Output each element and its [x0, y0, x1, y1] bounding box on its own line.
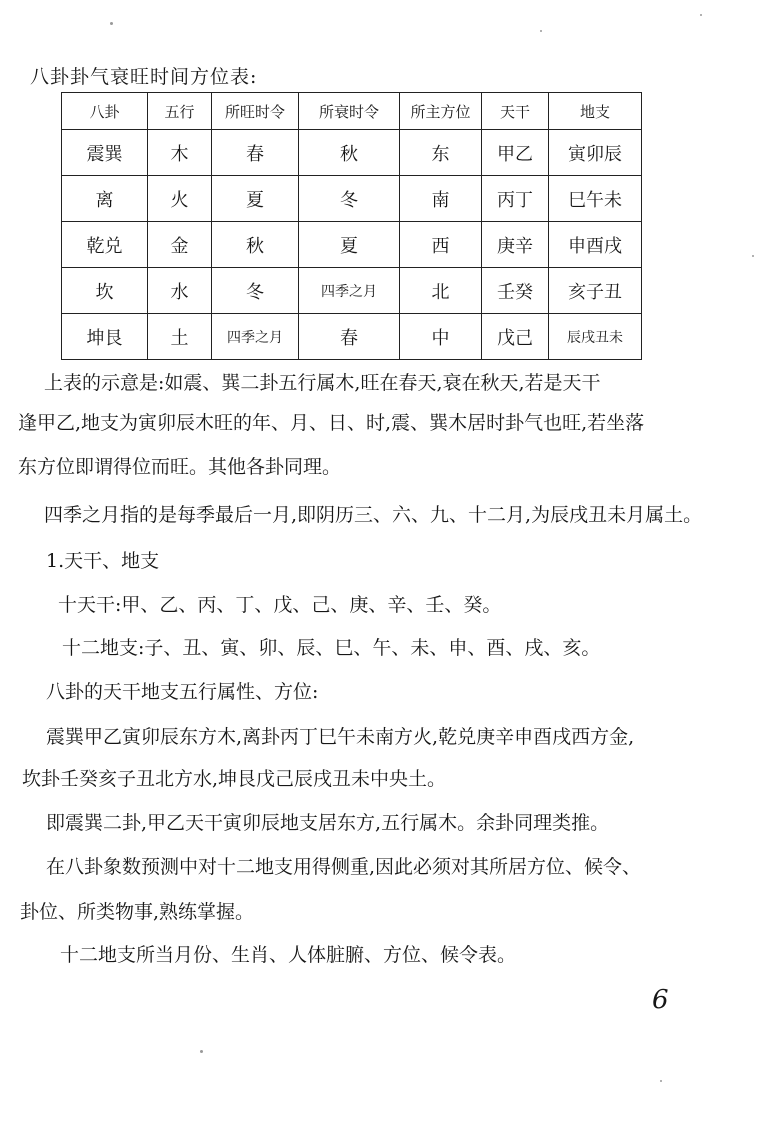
- table-cell: 亥子丑: [549, 268, 642, 314]
- header-cell: 所衰时令: [299, 93, 400, 130]
- header-cell: 所旺时令: [212, 93, 299, 130]
- table-cell: 金: [148, 222, 212, 268]
- table-cell: 南: [400, 176, 482, 222]
- scan-speck: [110, 22, 113, 25]
- body-line: 逢甲乙,地支为寅卯辰木旺的年、月、日、时,震、巽木居时卦气也旺,若坐落: [18, 412, 645, 434]
- table-cell: 水: [148, 268, 212, 314]
- section-heading: 八卦的天干地支五行属性、方位:: [46, 681, 319, 703]
- table-cell: 冬: [299, 176, 400, 222]
- page-number: 6: [652, 985, 669, 1015]
- table-cell: 寅卯辰: [549, 130, 642, 176]
- table-row: [62, 268, 642, 314]
- table-cell: 北: [400, 268, 482, 314]
- table-cell: 中: [400, 314, 482, 360]
- scan-speck: [752, 255, 754, 257]
- header-cell: 所主方位: [400, 93, 482, 130]
- table-cell: 庚辛: [482, 222, 549, 268]
- header-cell: 地支: [549, 93, 642, 130]
- table-cell: 夏: [212, 176, 299, 222]
- table-cell: 离: [62, 176, 148, 222]
- body-line: 上表的示意是:如震、巽二卦五行属木,旺在春天,衰在秋天,若是天干: [44, 372, 601, 394]
- body-line: 十天干:甲、乙、丙、丁、戊、己、庚、辛、壬、癸。: [58, 594, 502, 616]
- table-cell: 辰戌丑未: [549, 314, 642, 360]
- scan-speck: [200, 1050, 203, 1053]
- table-cell: 坤艮: [62, 314, 148, 360]
- body-line: 东方位即谓得位而旺。其他各卦同理。: [18, 456, 342, 478]
- body-line: 震巽甲乙寅卯辰东方木,离卦丙丁巳午未南方火,乾兑庚辛申酉戌西方金,: [46, 726, 635, 748]
- table-row: [62, 176, 642, 222]
- table-cell: 壬癸: [482, 268, 549, 314]
- header-cell: 五行: [148, 93, 212, 130]
- body-line: 四季之月指的是每季最后一月,即阴历三、六、九、十二月,为辰戌丑未月属土。: [44, 504, 703, 526]
- table-cell: 火: [148, 176, 212, 222]
- table-header-row: [62, 93, 642, 130]
- section-heading: 1.天干、地支: [46, 550, 160, 572]
- body-line: 在八卦象数预测中对十二地支用得侧重,因此必须对其所居方位、候令、: [46, 856, 642, 878]
- table-cell: 巳午未: [549, 176, 642, 222]
- table-cell: 春: [299, 314, 400, 360]
- header-cell: 八卦: [62, 93, 148, 130]
- table-cell: 甲乙: [482, 130, 549, 176]
- table-cell: 秋: [299, 130, 400, 176]
- table-cell: 西: [400, 222, 482, 268]
- table-cell: 秋: [212, 222, 299, 268]
- scan-speck: [700, 14, 702, 16]
- table-cell: 春: [212, 130, 299, 176]
- bagua-wuxing-table: [61, 92, 642, 360]
- header-cell: 天干: [482, 93, 549, 130]
- table-cell: 冬: [212, 268, 299, 314]
- table-cell: 戊己: [482, 314, 549, 360]
- table-cell: 申酉戌: [549, 222, 642, 268]
- table-row: [62, 222, 642, 268]
- table-cell: 木: [148, 130, 212, 176]
- body-line: 十二地支:子、丑、寅、卯、辰、巳、午、未、申、酉、戌、亥。: [62, 637, 601, 659]
- table-cell: 土: [148, 314, 212, 360]
- table-cell: 四季之月: [299, 268, 400, 314]
- table-cell: 震巽: [62, 130, 148, 176]
- table-cell: 丙丁: [482, 176, 549, 222]
- scan-speck: [660, 1080, 662, 1082]
- table-row: [62, 314, 642, 360]
- body-line: 即震巽二卦,甲乙天干寅卯辰地支居东方,五行属木。余卦同理类推。: [46, 812, 610, 834]
- table-cell: 乾兑: [62, 222, 148, 268]
- table-cell: 坎: [62, 268, 148, 314]
- table-cell: 东: [400, 130, 482, 176]
- table-cell: 夏: [299, 222, 400, 268]
- body-line: 十二地支所当月份、生肖、人体脏腑、方位、候令表。: [60, 944, 517, 966]
- body-line: 卦位、所类物事,熟练掌握。: [20, 901, 255, 923]
- table-row: [62, 130, 642, 176]
- scan-speck: [540, 30, 542, 32]
- table-cell: 四季之月: [212, 314, 299, 360]
- table-title: 八卦卦气衰旺时间方位表:: [30, 66, 258, 88]
- body-line: 坎卦壬癸亥子丑北方水,坤艮戊己辰戌丑未中央土。: [22, 768, 447, 790]
